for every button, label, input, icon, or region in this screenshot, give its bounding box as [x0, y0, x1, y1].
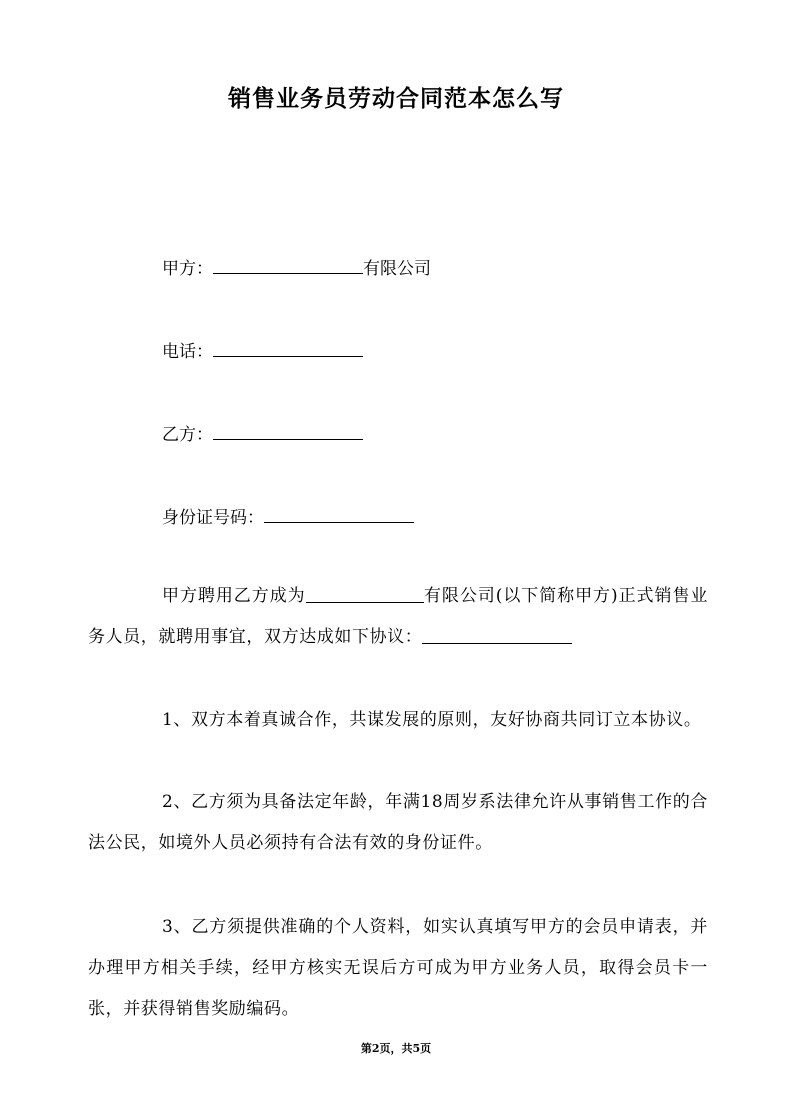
party-b-label: 乙方： [162, 425, 213, 445]
id-number-label: 身份证号码： [162, 508, 264, 528]
party-a-blank [213, 257, 363, 274]
agreement-blank [422, 627, 572, 644]
id-number-field [162, 503, 414, 528]
clause-1: 1、双方本着真诚合作，共谋发展的原则，友好协商共同订立本协议。 [162, 710, 702, 730]
id-number-blank [264, 506, 414, 523]
company-blank [306, 586, 424, 603]
clause-2: 2、乙方须为具备法定年龄，年满18周岁系法律允许从事销售工作的合法公民，如境外人员必须持有合法有效的身份证件。 [88, 792, 708, 853]
document-title: 销售业务员劳动合同范本怎么写 [228, 85, 564, 112]
intro-text-1: 甲方聘用乙方成为 [162, 586, 306, 606]
page-footer: 第2页，共5页 [360, 1042, 432, 1055]
party-b-field [162, 420, 363, 445]
party-a-field [162, 254, 431, 279]
phone-label: 电话： [162, 342, 213, 362]
intro-paragraph [88, 576, 708, 658]
intro-text-2: 有限公司(以下简称甲方)正式销售业务人员，就聘用事宜，双方达成如下协议： [88, 586, 708, 647]
party-a-suffix: 有限公司 [363, 259, 431, 279]
phone-blank [213, 340, 363, 357]
clause-3: 3、乙方须提供准确的个人资料，如实认真填写甲方的会员申请表，并办理甲方相关手续，经甲方核实无误后方可成为甲方业务人员，取得会员卡一张，并获得销售奖励编码。 [88, 917, 708, 1019]
party-a-label: 甲方： [162, 259, 213, 279]
phone-field [162, 337, 363, 362]
party-b-blank [213, 423, 363, 440]
